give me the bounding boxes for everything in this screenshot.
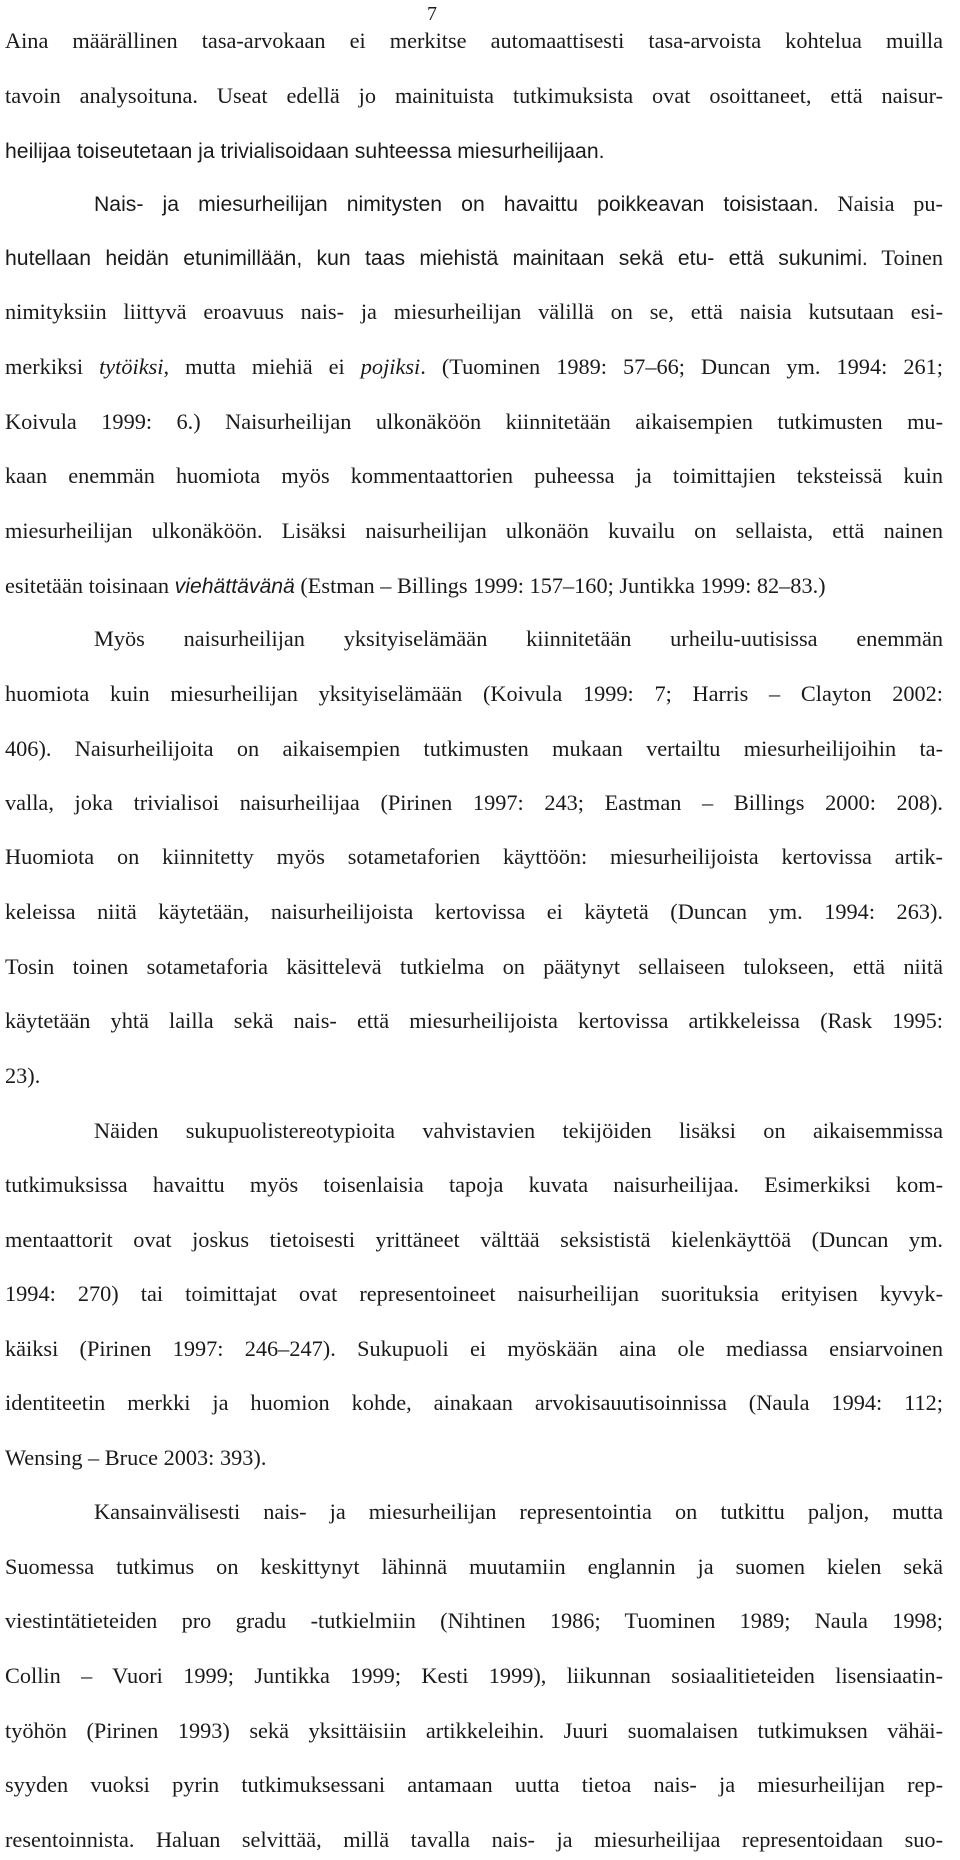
text-segment: huomiota kuin miesurheilijan yksityiselämään (Koivula 1999: 7; Harris – Clayton 2002: <box>5 681 943 706</box>
text-segment: . (Tuominen 1989: 57–66; Duncan ym. 1994: 261; <box>420 354 943 379</box>
text-line <box>5 1438 943 1478</box>
text-segment: Aina määrällinen tasa-arvokaan ei merkitse automaattisesti tasa-arvoista kohtelua muilla <box>5 28 943 53</box>
text-line <box>5 1711 943 1751</box>
text-line <box>5 729 943 769</box>
text-line <box>5 402 943 442</box>
text-segment: työhön (Pirinen 1993) sekä yksittäisiin artikkeleihin. Juuri suomalaisen tutkimuksen vähäi- <box>5 1718 943 1743</box>
text-segment: Collin – Vuori 1999; Juntikka 1999; Kesti 1999), liikunnan sosiaalitieteiden lisensiaatin- <box>5 1663 943 1688</box>
text-line <box>5 1274 943 1314</box>
text-segment: Naisia pu- <box>818 191 943 216</box>
text-segment: Nais- ja miesurheilijan nimitysten on havaittu poikkeavan toisistaan. <box>94 193 819 216</box>
text-line <box>5 566 943 606</box>
text-segment: Toinen <box>867 245 943 270</box>
text-segment: 406). Naisurheilijoita on aikaisempien tutkimusten mukaan vertailtu miesurheilijoihin ta- <box>5 736 943 761</box>
text-segment: Wensing – Bruce 2003: 393). <box>5 1445 267 1470</box>
text-line <box>5 837 943 877</box>
text-line <box>5 674 943 714</box>
text-line <box>94 184 943 224</box>
text-segment: identiteetin merkki ja huomion kohde, ainakaan arvokisauutisoinnissa (Naula 1994: 112; <box>5 1390 943 1415</box>
text-segment: viestintätieteiden pro gradu -tutkielmiin (Nihtinen 1986; Tuominen 1989; Naula 1998; <box>5 1608 943 1633</box>
text-segment: resentoinnista. Haluan selvittää, millä tavalla nais- ja miesurheilijaa representoidaan suo- <box>5 1827 943 1852</box>
text-segment: Myös naisurheilijan yksityiselämään kiinnitetään urheilu-uutisissa enemmän <box>94 626 943 651</box>
text-segment: käiksi (Pirinen 1997: 246–247). Sukupuoli ei myöskään aina ole mediassa ensiarvoinen <box>5 1336 943 1361</box>
text-line <box>94 1492 943 1532</box>
italic-term: viehättävänä <box>174 575 295 598</box>
text-segment: tutkimuksissa havaittu myös toisenlaisia tapoja kuvata naisurheilijaa. Esimerkiksi kom- <box>5 1172 943 1197</box>
text-line <box>5 783 943 823</box>
italic-term: tytöiksi <box>99 354 164 379</box>
text-line <box>5 511 943 551</box>
text-segment: merkiksi <box>5 354 100 379</box>
text-line <box>5 1329 943 1369</box>
text-line <box>94 1111 943 1151</box>
text-segment: käytetään yhtä lailla sekä nais- että miesurheilijoista kertovissa artikkeleissa (Rask 1995: <box>5 1008 943 1033</box>
text-line <box>94 619 943 659</box>
text-segment: esitetään toisinaan <box>5 573 175 598</box>
text-segment: keleissa niitä käytetään, naisurheilijoista kertovissa ei käytetä (Duncan ym. 1994: 263). <box>5 899 943 924</box>
text-segment: Kansainvälisesti nais- ja miesurheilijan representointia on tutkittu paljon, mutta <box>94 1499 943 1524</box>
text-line <box>5 1220 943 1260</box>
text-segment: Koivula 1999: 6.) Naisurheilijan ulkonäköön kiinnitetään aikaisempien tutkimusten mu- <box>5 409 943 434</box>
text-segment: tavoin analysoituna. Useat edellä jo mainituista tutkimuksista ovat osoittaneet, että naisur- <box>5 83 943 108</box>
text-segment: hutellaan heidän etunimillään, kun taas miehistä mainitaan sekä etu- että sukunimi. <box>5 247 868 270</box>
text-line <box>5 1001 943 1041</box>
text-line <box>5 1056 943 1096</box>
text-line <box>5 892 943 932</box>
text-segment: Tosin toinen sotametaforia käsittelevä tutkielma on päätynyt sellaiseen tulokseen, että niitä <box>5 954 943 979</box>
text-line <box>5 1547 943 1587</box>
text-segment: nimityksiin liittyvä eroavuus nais- ja miesurheilijan välillä on se, että naisia kutsutaan esi- <box>5 299 943 324</box>
text-line <box>5 1165 943 1205</box>
text-line <box>5 1656 943 1696</box>
text-line <box>5 131 943 171</box>
text-segment: 23). <box>5 1063 41 1088</box>
text-segment: valla, joka trivialisoi naisurheilijaa (Pirinen 1997: 243; Eastman – Billings 2000: 208). <box>5 790 943 815</box>
text-line <box>5 292 943 332</box>
text-segment: heilijaa toiseutetaan ja trivialisoidaan suhteessa miesurheilijaan. <box>5 140 605 163</box>
text-line <box>5 347 943 387</box>
italic-term: pojiksi <box>360 354 421 379</box>
text-segment: kaan enemmän huomiota myös kommentaattorien puheessa ja toimittajien teksteissä kuin <box>5 463 943 488</box>
text-segment: Näiden sukupuolistereotypioita vahvistavien tekijöiden lisäksi on aikaisemmissa <box>94 1118 943 1143</box>
text-segment: miesurheilijan ulkonäköön. Lisäksi naisurheilijan ulkonäön kuvailu on sellaista, että nainen <box>5 518 943 543</box>
text-line <box>5 456 943 496</box>
page-number: 7 <box>427 3 437 25</box>
text-line <box>5 1383 943 1423</box>
text-line <box>5 1601 943 1641</box>
text-line <box>5 76 943 116</box>
text-segment: mentaattorit ovat joskus tietoisesti yrittäneet välttää seksististä kielenkäyttöä (Duncan ym. <box>5 1227 943 1252</box>
text-segment: (Estman – Billings 1999: 157–160; Juntikka 1999: 82–83.) <box>294 573 826 598</box>
text-line <box>5 238 943 278</box>
text-line <box>5 1765 943 1805</box>
text-segment: 1994: 270) tai toimittajat ovat representoineet naisurheilijan suorituksia erityisen kyvyk- <box>5 1281 943 1306</box>
text-segment: syyden vuoksi pyrin tutkimuksessani antamaan uutta tietoa nais- ja miesurheilijan rep- <box>5 1772 943 1797</box>
text-segment: Suomessa tutkimus on keskittynyt lähinnä muutamiin englannin ja suomen kielen sekä <box>5 1554 943 1579</box>
text-line <box>5 1820 943 1860</box>
text-line <box>5 21 943 61</box>
text-segment: , mutta miehiä ei <box>163 354 361 379</box>
text-segment: Huomiota on kiinnitetty myös sotametaforien käyttöön: miesurheilijoista kertovissa artik- <box>5 844 943 869</box>
text-line <box>5 947 943 987</box>
